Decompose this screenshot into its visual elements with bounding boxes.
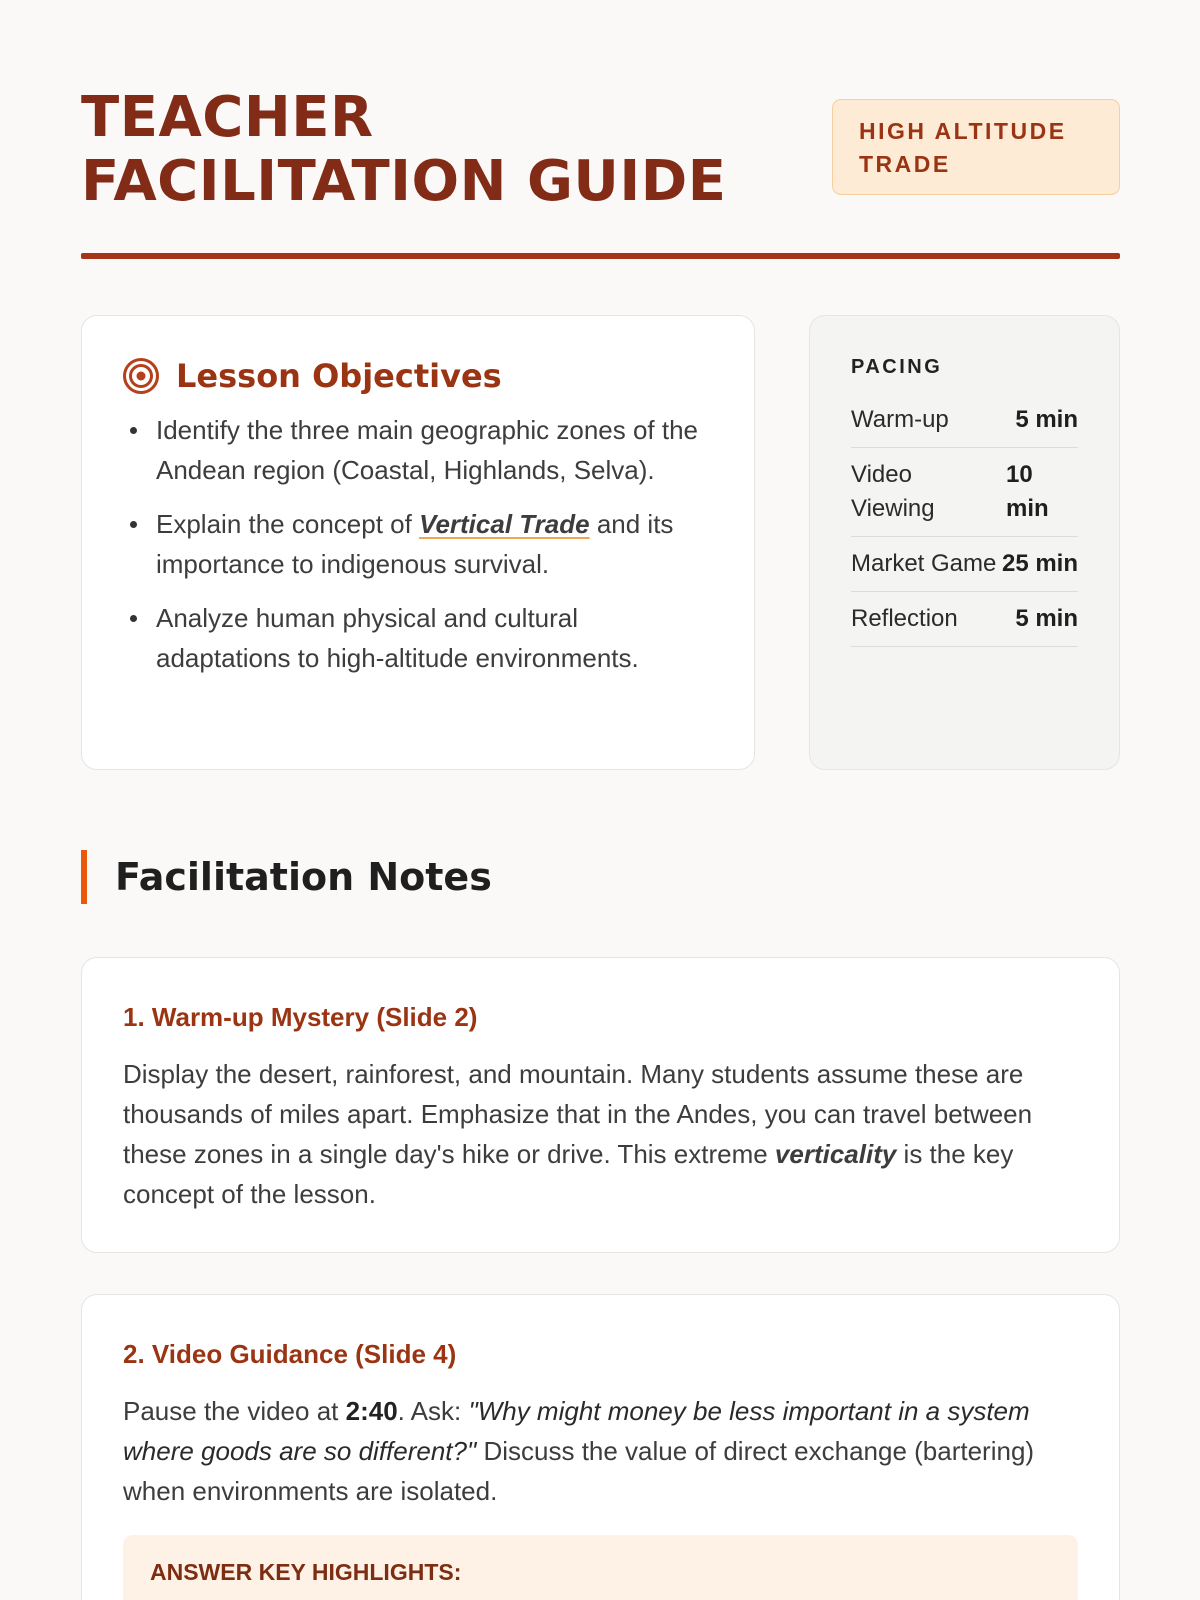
video-timestamp: 2:40 (345, 1396, 398, 1426)
page-title-line-1: TEACHER (81, 85, 374, 150)
header-divider (81, 253, 1120, 259)
note-text: . Ask: (397, 1396, 469, 1426)
objective-text: Explain the concept of (156, 509, 420, 539)
note-text: Discuss the value of direct exchange (bartering) when environments are isolated. (123, 1436, 1035, 1506)
page-title-line-2: FACILITATION GUIDE (81, 149, 727, 214)
pacing-label: Warm-up (851, 406, 949, 433)
note-text: is the key concept of the lesson. (123, 1139, 1014, 1209)
lesson-objectives-header (122, 354, 714, 398)
topic-badge-line-1: HIGH ALTITUDE (859, 118, 1067, 144)
lesson-objectives-title: Lesson Objectives (176, 357, 502, 395)
note-text: Pause the video at (123, 1396, 346, 1426)
pacing-card (809, 315, 1120, 770)
pacing-row (851, 537, 1078, 592)
objective-item (156, 504, 714, 584)
pacing-value: 5 min (1015, 605, 1078, 632)
pacing-label: Video Viewing (851, 461, 935, 522)
pacing-row (851, 592, 1078, 647)
note-card-warmup (81, 957, 1120, 1253)
note-title: 2. Video Guidance (Slide 4) (123, 1339, 457, 1369)
page-header (81, 86, 1120, 216)
note-card-video (81, 1294, 1120, 1600)
note-body (123, 1054, 1078, 1214)
pacing-value: 10 min (1006, 461, 1049, 522)
facilitation-notes-heading: Facilitation Notes (81, 850, 492, 904)
note-body (123, 1391, 1078, 1511)
objective-item: Identify the three main geographic zones of the Andean region (Coastal, Highlands, Selva). (156, 410, 714, 490)
objectives-list (122, 410, 714, 678)
answer-key-box (123, 1535, 1078, 1600)
lesson-objectives-card (81, 315, 755, 770)
vertical-trade-term: Vertical Trade (419, 509, 590, 539)
pacing-label: Market Game (851, 550, 997, 577)
target-icon (122, 357, 160, 395)
topic-badge-line-2: TRADE (859, 151, 951, 177)
verticality-term: verticality (774, 1139, 897, 1169)
answer-key-title: ANSWER KEY HIGHLIGHTS: (150, 1559, 462, 1585)
pacing-row (851, 448, 1078, 537)
pacing-value: 5 min (1015, 406, 1078, 433)
pacing-row (851, 393, 1078, 448)
pacing-title: PACING (851, 356, 943, 378)
topic-badge (832, 99, 1120, 195)
discussion-question: "Why might money be less important in a system where goods are so different?" (123, 1396, 1030, 1466)
pacing-label: Reflection (851, 605, 958, 632)
note-title: 1. Warm-up Mystery (Slide 2) (123, 1002, 478, 1032)
note-text: Display the desert, rainforest, and mountain. Many students assume these are thousands of miles apart. Emphasize that in the Andes, you can travel between these zones in a single day's hike or drive. This extreme (123, 1059, 1033, 1169)
objective-item: Analyze human physical and cultural adaptations to high-altitude environments. (156, 598, 714, 678)
objective-text: and its importance to indigenous survival. (156, 509, 674, 579)
pacing-value: 25 min (1001, 550, 1078, 577)
